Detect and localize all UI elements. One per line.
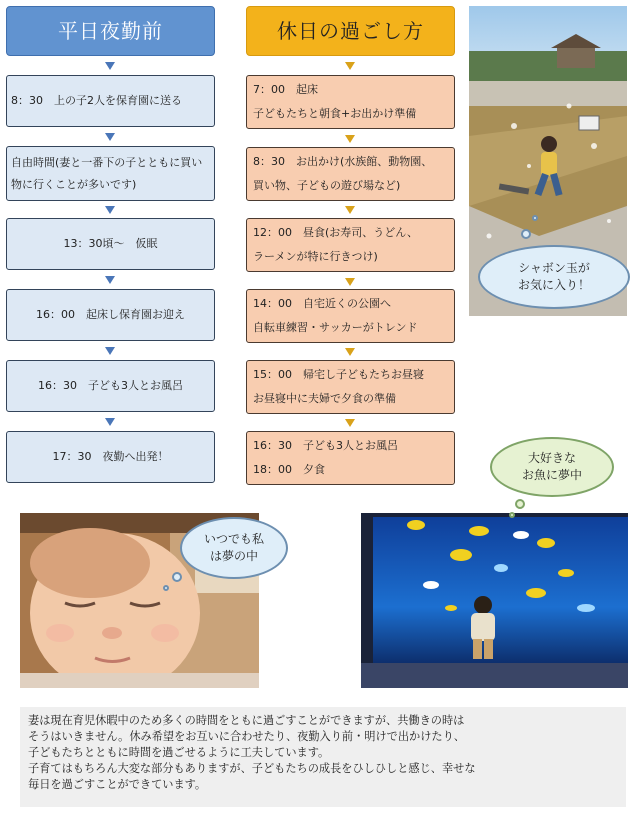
holiday-header: 休日の過ごし方 bbox=[246, 6, 455, 56]
bubble-line: 大好きな bbox=[527, 451, 576, 465]
holiday-item-line: 12：00 昼食(お寿司、うどん、 bbox=[253, 226, 418, 239]
park-speech-bubble bbox=[478, 245, 630, 309]
weekday-item: 13：30頃～ 仮眠 bbox=[6, 218, 215, 270]
down-arrow-icon bbox=[345, 348, 355, 356]
bubble-line: は夢の中 bbox=[209, 549, 258, 563]
holiday-item-line: 8：30 お出かけ(水族館、動物園、 bbox=[253, 155, 433, 168]
holiday-item-line: 子どもたちと朝食+お出かけ準備 bbox=[253, 107, 417, 120]
down-arrow-icon bbox=[105, 206, 115, 214]
weekday-header: 平日夜勤前 bbox=[6, 6, 215, 56]
holiday-item bbox=[246, 360, 455, 414]
holiday-item-line: 7：00 起床 bbox=[253, 83, 318, 96]
aquarium-speech-bubble bbox=[490, 437, 614, 497]
down-arrow-icon bbox=[105, 62, 115, 70]
summary-line: 子育てはもちろん大変な部分もありますが、子どもたちの成長をひしひしと感じ、幸せな bbox=[28, 762, 476, 775]
down-arrow-icon bbox=[105, 133, 115, 141]
down-arrow-icon bbox=[345, 419, 355, 427]
holiday-item-line: 14：00 自宅近くの公園へ bbox=[253, 297, 391, 310]
down-arrow-icon bbox=[105, 418, 115, 426]
holiday-item bbox=[246, 147, 455, 201]
aquarium-photo-image bbox=[361, 513, 628, 688]
holiday-item-line: 15：00 帰宅し子どもたちお昼寝 bbox=[253, 368, 424, 381]
holiday-item-line: 買い物、子どもの遊び場など) bbox=[253, 179, 401, 192]
summary-line: 毎日を過ごすことができています。 bbox=[28, 778, 207, 791]
holiday-item-line: お昼寝中に夫婦で夕食の準備 bbox=[253, 392, 396, 405]
down-arrow-icon bbox=[345, 135, 355, 143]
bubble-tail bbox=[532, 215, 538, 221]
down-arrow-icon bbox=[345, 206, 355, 214]
down-arrow-icon bbox=[345, 62, 355, 70]
aquarium-photo bbox=[361, 513, 628, 688]
bubble-tail bbox=[172, 572, 182, 582]
weekday-item: 自由時間(妻と一番下の子とともに買い物に行くことが多いです) bbox=[6, 146, 215, 201]
holiday-item-line: 18：00 夕食 bbox=[253, 463, 325, 476]
down-arrow-icon bbox=[105, 276, 115, 284]
down-arrow-icon bbox=[345, 278, 355, 286]
summary-text bbox=[20, 707, 626, 807]
bubble-line: いつでも私 bbox=[203, 532, 264, 546]
holiday-item bbox=[246, 289, 455, 343]
bubble-tail bbox=[521, 229, 531, 239]
holiday-item-line: 16：30 子ども3人とお風呂 bbox=[253, 439, 398, 452]
summary-line: そうはいきません。休み希望をお互いに合わせたり、夜勤入り前・明けで出かけたり、 bbox=[28, 730, 465, 743]
holiday-item bbox=[246, 218, 455, 272]
bubble-line: シャボン玉が bbox=[518, 261, 590, 275]
summary-line: 子どもたちとともに時間を過ごせるように工夫しています。 bbox=[28, 746, 330, 759]
holiday-item-line: ラーメンが特に行きつけ) bbox=[253, 250, 378, 263]
holiday-item-line: 自転車練習・サッカーがトレンド bbox=[253, 321, 418, 334]
bubble-line: お魚に夢中 bbox=[521, 468, 582, 482]
bubble-tail bbox=[509, 512, 515, 518]
holiday-item bbox=[246, 431, 455, 485]
weekday-item: 16：00 起床し保育園お迎え bbox=[6, 289, 215, 341]
weekday-item: 16：30 子ども3人とお風呂 bbox=[6, 360, 215, 412]
bubble-line: お気に入り！ bbox=[517, 278, 590, 292]
holiday-item bbox=[246, 75, 455, 129]
bubble-tail bbox=[515, 499, 525, 509]
summary-line: 妻は現在育児休暇中のため多くの時間をともに過ごすことができますが、共働きの時は bbox=[28, 714, 465, 727]
down-arrow-icon bbox=[105, 347, 115, 355]
weekday-item: 17：30 夜勤へ出発！ bbox=[6, 431, 215, 483]
weekday-item: 8：30 上の子2人を保育園に送る bbox=[6, 75, 215, 127]
bubble-tail bbox=[163, 585, 169, 591]
baby-speech-bubble bbox=[180, 517, 288, 579]
